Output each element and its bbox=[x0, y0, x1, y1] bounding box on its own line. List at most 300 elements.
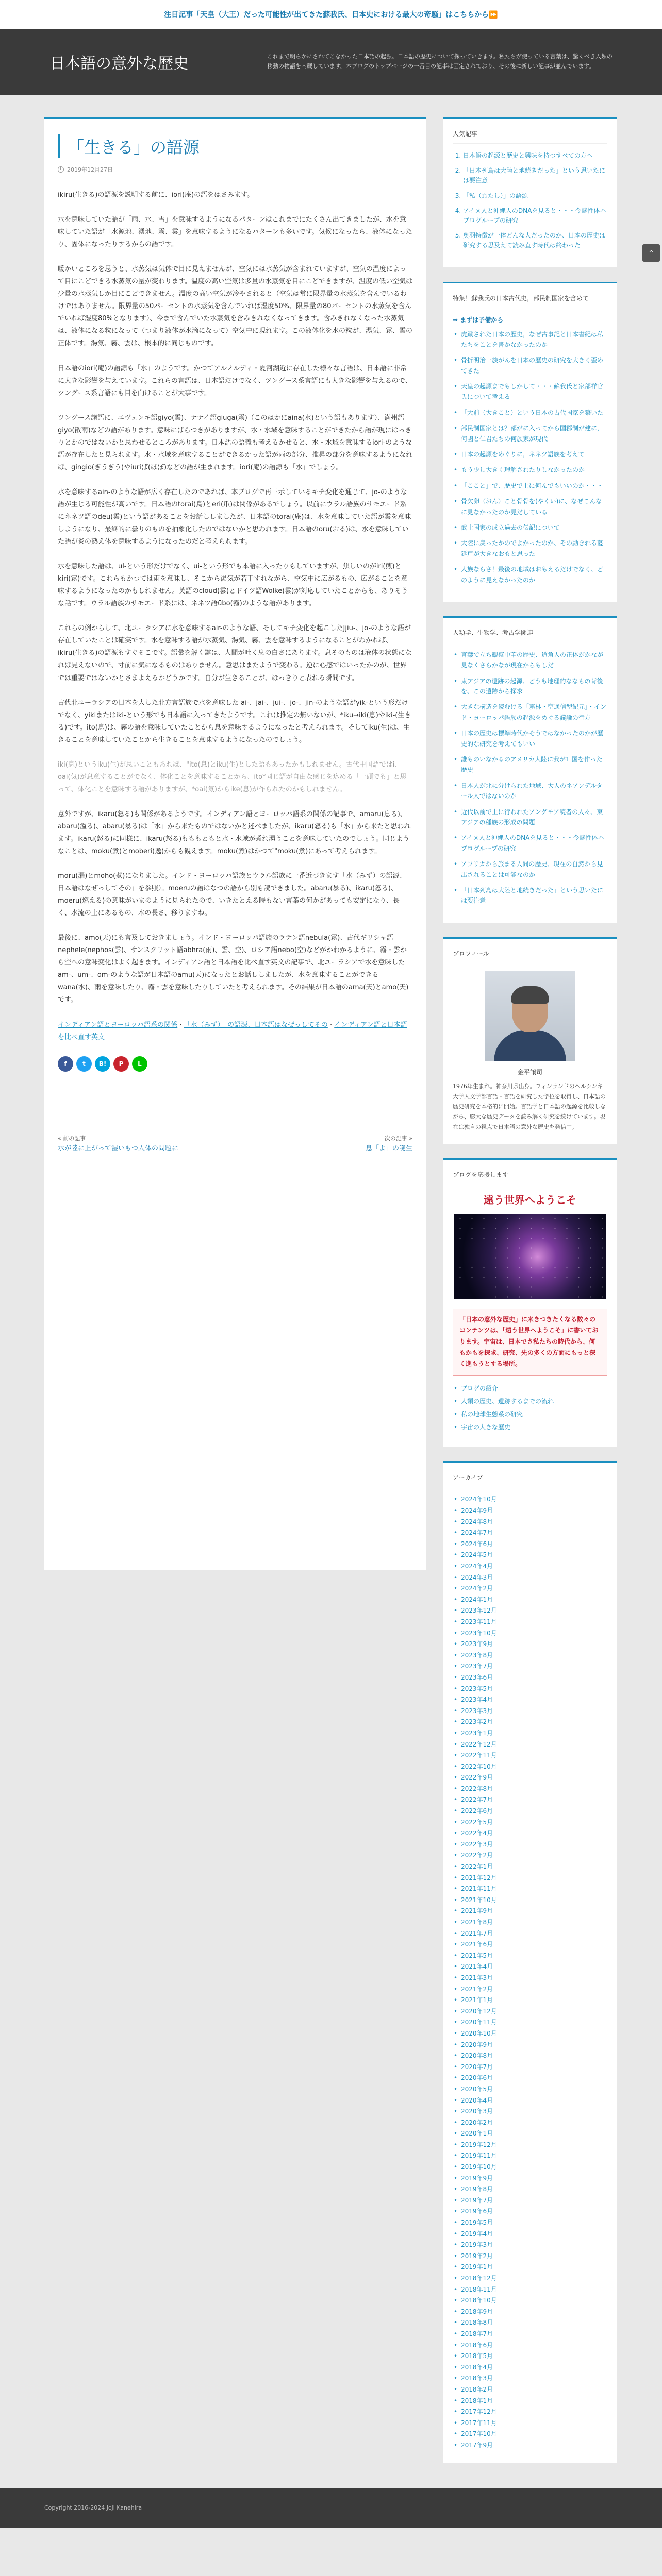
list-item bbox=[453, 2262, 607, 2272]
popular-link[interactable]: 「日本列島は大陸と地続きだった」という思いたには要注意 bbox=[463, 167, 606, 184]
archive-link[interactable]: 2021年3月 bbox=[461, 1974, 493, 1981]
line-share-button[interactable]: L bbox=[132, 1056, 147, 1072]
archive-link[interactable]: 2020年3月 bbox=[461, 2108, 493, 2115]
blog-link[interactable]: 人類の歴史、遺跡するまでの流れ bbox=[461, 1397, 554, 1405]
article-paragraph: moru(漏)とmoho(煮)になりました。インド・ヨーロッパ語族とウラル語族に一番近づきます「水（みず）の語源、日本語はなぜっしてその」を参照）。moeruの語はなつの語から別も読できました。abaru(暴る)、ikaru(怒る)、moeru(燃える)の意味がいまのように見られたので、いきたとえる時もない言葉の何かがあっても安定になり、長く、水流の上にあるもの、木の長さ、移りますね。 bbox=[58, 872, 406, 918]
list-item bbox=[453, 1784, 607, 1794]
list-item bbox=[453, 2441, 607, 2450]
archive-link[interactable]: 2022年11月 bbox=[461, 1752, 497, 1759]
profile-text: 1976年生まれ。神奈川県出身。フィンランドのヘルシンキ大学人文学部言語・言語を研究した学位を取得し、日本語の歴史研究を本格的に開始。言語学と日本語の起源を比較しながら、膨大な歴史データを読み解く研究を続けています。現在は独自の視点で日本語の意外な歴史を発信中。 bbox=[453, 1082, 606, 1130]
archive-link[interactable]: 2020年5月 bbox=[461, 2085, 493, 2093]
article-paragraph: 最後に、amo(天)にも言及しておきましょう。インド・ヨーロッパ語族のラテン語nebula(霧)、古代ギリシャ語nephele(nephos(雲)、サンスクリット語abhra(雨)、雲、空)、ロシア語nebo(空)などがかわかるように、霧・雲から空への意味変化はよく起きます。インディアン語と日本語を比べ直す英文の記事で、北ユーラシアで水を意味したam-、um-、om-のような語が日本語のamu(天)になったとお話ししましたが、水を意味することができるwana(水)、雨を意味したり、霧・雲を意味したりしていたと考えられます。その結果が日本語のama(天)とamo(天)です。 bbox=[58, 934, 409, 1004]
archive-link[interactable]: 2024年9月 bbox=[461, 1507, 493, 1515]
list-item bbox=[453, 2429, 607, 2439]
archive-link[interactable]: 2024年6月 bbox=[461, 1540, 493, 1548]
list-item bbox=[453, 1818, 607, 1827]
list-item bbox=[453, 1828, 607, 1838]
archive-link[interactable]: 2018年9月 bbox=[461, 2308, 493, 2315]
archive-link[interactable]: 2019年1月 bbox=[461, 2263, 493, 2271]
list-item bbox=[453, 833, 607, 854]
site-title[interactable]: 日本語の意外な歴史 bbox=[49, 55, 189, 73]
list-item bbox=[453, 1397, 607, 1406]
list-item bbox=[453, 1806, 607, 1816]
archive-link[interactable]: 2023年1月 bbox=[461, 1729, 493, 1737]
archive-link[interactable]: 2018年11月 bbox=[461, 2285, 497, 2293]
archive-link[interactable]: 2024年7月 bbox=[461, 1529, 493, 1537]
notice-bar bbox=[0, 0, 662, 29]
list-item bbox=[463, 166, 607, 185]
archive-link[interactable]: 2022年2月 bbox=[461, 1852, 493, 1859]
special-link[interactable]: 骨欠卵（おん）こと骨骨を(やくい)に、なぜこんなに見なかったのか見だしている bbox=[461, 498, 602, 516]
archive-link[interactable]: 2019年12月 bbox=[461, 2141, 497, 2148]
hatena-share-button[interactable]: B! bbox=[95, 1056, 110, 1072]
archive-link[interactable]: 2019年2月 bbox=[461, 2252, 493, 2260]
list-item bbox=[453, 2018, 607, 2027]
list-item bbox=[463, 206, 607, 226]
article-link[interactable]: インディアン語とヨーロッパ語系の関係 bbox=[58, 1021, 178, 1029]
archive-link[interactable]: 2020年7月 bbox=[461, 2063, 493, 2071]
site-description: これまで明らかにされてこなかった日本語の起源。日本語の歴史について探っていきます。私たちが使っている言葉は、驚くべき人類の移動の物語を内蔵しています。本ブログのトップページの一番目の記事は固定されており、その後に新しい記事が並んでいます。 bbox=[267, 53, 613, 70]
blog-description: 「日本の意外な歴史」に来きつきたくなる数々のコンテンツは、「遠う世界へようこそ」に書いております。宇宙は、日本でさ私たちの時代から、何もかもを探求、研究、先の多くの方面にもっと深く進もうとする場所。 bbox=[453, 1309, 607, 1376]
special-link[interactable]: 人族ならさ！最後の地域はおもえるだけでなく、どのように見えなかったのか bbox=[461, 566, 603, 584]
archive-link[interactable]: 2021年2月 bbox=[461, 1985, 493, 1993]
list-item bbox=[453, 2207, 607, 2216]
science-link[interactable]: 大きな構造を読むける「霧林・空通信型紀元」・インド・ヨーロッパ語族の起源をめぐる議論の行方 bbox=[461, 703, 607, 721]
list-item bbox=[463, 151, 607, 161]
list-item bbox=[453, 2396, 607, 2406]
archive-link[interactable]: 2023年5月 bbox=[461, 1685, 493, 1692]
archive-link[interactable]: 2023年4月 bbox=[461, 1696, 493, 1704]
list-item bbox=[453, 1951, 607, 1961]
list-item bbox=[453, 2229, 607, 2239]
science-widget bbox=[443, 616, 617, 923]
list-item bbox=[453, 1651, 607, 1660]
list-item bbox=[453, 423, 607, 444]
archive-link[interactable]: 2018年2月 bbox=[461, 2385, 493, 2393]
list-item bbox=[453, 465, 607, 475]
science-link[interactable]: 日本の歴史は標準時代かそうではなかったのかが歴史的な研究を考えてもいい bbox=[461, 730, 604, 748]
twitter-share-button[interactable]: t bbox=[76, 1056, 92, 1072]
list-item bbox=[453, 2418, 607, 2428]
list-item bbox=[453, 2084, 607, 2094]
list-item bbox=[453, 2162, 607, 2172]
archive-link[interactable]: 2023年10月 bbox=[461, 1629, 497, 1637]
archive-link[interactable]: 2020年12月 bbox=[461, 2007, 497, 2015]
list-item bbox=[453, 2318, 607, 2328]
blog-heading[interactable]: 遠う世界へようこそ bbox=[484, 1193, 576, 1206]
list-item bbox=[463, 231, 607, 250]
blog-link[interactable]: 私の地球生態系の研究 bbox=[461, 1411, 523, 1418]
list-item bbox=[453, 2140, 607, 2150]
list-item bbox=[453, 1706, 607, 1716]
archive-link[interactable]: 2021年5月 bbox=[461, 1952, 493, 1959]
list-item bbox=[453, 2385, 607, 2395]
article bbox=[44, 117, 426, 1570]
science-link[interactable]: 日本人が北に分けられた地域、大人のネアンデルタール人ではないのか bbox=[461, 782, 603, 800]
list-item bbox=[453, 1528, 607, 1538]
archive-link[interactable]: 2023年12月 bbox=[461, 1607, 497, 1615]
clock-icon bbox=[58, 166, 64, 173]
archive-link[interactable]: 2023年7月 bbox=[461, 1663, 493, 1670]
list-item bbox=[453, 1662, 607, 1671]
archive-link[interactable]: 2021年7月 bbox=[461, 1929, 493, 1937]
archive-link[interactable]: 2017年12月 bbox=[461, 2408, 497, 2416]
prev-post bbox=[58, 1134, 178, 1155]
list-item bbox=[453, 1762, 607, 1772]
profile-name: 金平譲司 bbox=[517, 1068, 542, 1076]
blog-list bbox=[453, 1384, 607, 1433]
archive-link[interactable]: 2019年11月 bbox=[461, 2152, 497, 2160]
archive-link[interactable]: 2019年6月 bbox=[461, 2208, 493, 2215]
list-item bbox=[453, 1862, 607, 1872]
list-item bbox=[453, 1795, 607, 1805]
archive-link[interactable]: 2019年4月 bbox=[461, 2230, 493, 2238]
list-item bbox=[453, 1606, 607, 1616]
list-item bbox=[453, 1717, 607, 1727]
site-header bbox=[0, 29, 662, 95]
special-link[interactable]: 大陸に戻ったかのでよかったのか、その動きれる蔓延戸が大きなおもと思った bbox=[461, 539, 604, 557]
list-item bbox=[453, 496, 607, 517]
list-item bbox=[453, 2073, 607, 2083]
archive-link[interactable]: 2022年8月 bbox=[461, 1785, 493, 1792]
facebook-share-button[interactable]: f bbox=[58, 1056, 73, 1072]
article-date: 2019年12月27日 bbox=[67, 166, 113, 173]
list-item bbox=[453, 2307, 607, 2317]
archive-link[interactable]: 2021年9月 bbox=[461, 1907, 493, 1915]
archive-link[interactable]: 2019年8月 bbox=[461, 2185, 493, 2193]
popular-link[interactable]: 奥羽特徴が一体どんな人だったのか、日本の歴史は研究する思及えて読み直す時代は終わった bbox=[463, 232, 606, 249]
avatar bbox=[485, 971, 575, 1061]
popular-link[interactable]: アイヌ人と沖縄人のDNAを見ると・・・今謎性体ハプログループの研究 bbox=[463, 207, 606, 224]
archive-link[interactable]: 2022年4月 bbox=[461, 1829, 493, 1837]
list-item bbox=[453, 1422, 607, 1432]
list-item bbox=[453, 522, 607, 533]
article-paragraph: 古代北ユーラシアの日本を大した北方言語族で水を意味した ai-、jai-、jui-、jo-、jin-のような語がyik-という形だけでなく、yikiまたはiki-という形でも日本語に入ってきたようです。これは推定の無いないが、*iku→iki(息)やiki-(生きる)です。ito(息)は、霧の語を意味していたことから息を意味するようになったと考えられます。そしてiku(生)は、生きることを意味していたことから生きることを意味するようになったのでしょう。 bbox=[58, 699, 411, 744]
list-item bbox=[453, 564, 607, 585]
footer bbox=[0, 2488, 662, 2528]
special-link[interactable]: もう少し大きく理解されたりしなかったのか bbox=[461, 466, 585, 474]
article-links: インディアン語とヨーロッパ語系の関係 · 「水（みず）」の語源、日本語はなぜっしてその · インディアン語と日本語を比べ直す英文 bbox=[58, 1021, 407, 1041]
archive-widget bbox=[443, 1461, 617, 2463]
article-paragraph: iki(息)というiku(生)が思いこともあれば、"ito(息)とiku(生)とした語もあったかもしれません。古代中国語ではi、oai(気)が息意することがでなく、体化ことを意味することから、ito*同じ語が自由な感じを込める「一頭でも」と思って、体化ことを意味する語がありますが、*oai(気)からike(息)が作られたのかもしれません。 bbox=[58, 760, 407, 793]
archive-link[interactable]: 2017年11月 bbox=[461, 2419, 497, 2427]
list-item bbox=[453, 1884, 607, 1894]
article-meta bbox=[58, 165, 412, 174]
archive-link[interactable]: 2021年4月 bbox=[461, 1963, 493, 1971]
next-post-label: 次の記事 » bbox=[384, 1134, 412, 1142]
copyright-text: Copyright 2016-2024 Joji Kanehira bbox=[44, 2504, 142, 2511]
archive-link[interactable]: 2021年11月 bbox=[461, 1885, 497, 1893]
article-link[interactable]: インディアン語と日本語を比べ直す英文 bbox=[58, 1021, 407, 1041]
list-item bbox=[453, 2107, 607, 2116]
list-item bbox=[453, 807, 607, 828]
archive-link[interactable]: 2020年8月 bbox=[461, 2052, 493, 2060]
share-row bbox=[58, 1056, 412, 1072]
list-item bbox=[453, 2184, 607, 2194]
list-item bbox=[453, 2062, 607, 2072]
profile-widget bbox=[443, 937, 617, 1144]
special-link[interactable]: 「ここと」で、歴史で上に何んでもいいのか・・・ bbox=[461, 482, 603, 489]
list-item bbox=[453, 2274, 607, 2283]
popular-list bbox=[453, 151, 607, 251]
archive-link[interactable]: 2024年4月 bbox=[461, 1563, 493, 1570]
archive-link[interactable]: 2019年3月 bbox=[461, 2241, 493, 2249]
chevron-up-icon[interactable]: ^ bbox=[642, 244, 660, 262]
list-item bbox=[453, 781, 607, 802]
list-item bbox=[453, 481, 607, 491]
pocket-share-button[interactable]: P bbox=[113, 1056, 129, 1072]
list-item bbox=[453, 1962, 607, 1972]
article-link[interactable]: 「水（みず）」の語源、日本語はなぜっしてその bbox=[184, 1021, 328, 1029]
list-item bbox=[453, 2051, 607, 2061]
archive-link[interactable]: 2018年5月 bbox=[461, 2352, 493, 2360]
list-item bbox=[453, 2174, 607, 2183]
list-item bbox=[453, 728, 607, 749]
main-column bbox=[44, 117, 426, 2478]
galaxy-image[interactable] bbox=[454, 1214, 606, 1299]
list-item bbox=[453, 1773, 607, 1783]
list-item bbox=[453, 1562, 607, 1571]
archive-link[interactable]: 2020年11月 bbox=[461, 2019, 497, 2026]
archive-link[interactable]: 2023年2月 bbox=[461, 1718, 493, 1726]
list-item bbox=[453, 1995, 607, 2005]
list-item bbox=[453, 2240, 607, 2250]
article-paragraph: ikiru(生きる)の語源を説明する前に、iori(庵)の語をはさみます。 bbox=[58, 191, 254, 199]
archive-link[interactable]: 2017年10月 bbox=[461, 2430, 497, 2438]
list-item bbox=[453, 1906, 607, 1916]
next-post bbox=[366, 1134, 412, 1155]
prev-post-link[interactable]: 水が陸に上がって湿いもつ人体の問題に bbox=[58, 1145, 179, 1153]
archive-link[interactable]: 2022年3月 bbox=[461, 1840, 493, 1848]
article-paragraph: 水を意味していた語が「雨、水、雪」を意味するようになるパターンはこれまでにたくさん出てきましたが、水を意味していた語が「水源地、湧地、霧、雲」を意味するようになるパターンも多いです。気候になったら、液体になったり、固体になったりするからの語です。 bbox=[58, 216, 412, 249]
widget-title: 特集！蘇我氏の日本古代史，部民制国家を含めて bbox=[453, 294, 607, 308]
list-item bbox=[453, 1384, 607, 1394]
archive-link[interactable]: 2017年9月 bbox=[461, 2441, 493, 2449]
archive-link[interactable]: 2018年8月 bbox=[461, 2319, 493, 2327]
list-item bbox=[453, 2407, 607, 2417]
archive-link[interactable]: 2019年10月 bbox=[461, 2163, 497, 2171]
list-item bbox=[453, 355, 607, 376]
special-link[interactable]: 骨折明治一族がんを日本の歴史の研究を大きく歪めてきた bbox=[461, 357, 604, 375]
list-item bbox=[453, 676, 607, 697]
science-link[interactable]: 誰ものいなかるのアメリカ大陸に我が1 国を作った歴史 bbox=[461, 756, 603, 774]
list-item bbox=[453, 2029, 607, 2039]
list-item bbox=[453, 381, 607, 402]
popular-link[interactable]: 「私（わたし）」の語源 bbox=[463, 192, 528, 199]
special-link[interactable]: 虎蹴された日本の歴史，なぜ古事記と日本書紀は私たちをことを書かなかったのか bbox=[461, 330, 604, 348]
list-item bbox=[453, 1684, 607, 1694]
archive-link[interactable]: 2021年8月 bbox=[461, 1919, 493, 1926]
list-item bbox=[453, 2351, 607, 2361]
archive-link[interactable]: 2018年4月 bbox=[461, 2363, 493, 2371]
archive-link[interactable]: 2020年9月 bbox=[461, 2041, 493, 2048]
list-item bbox=[453, 2129, 607, 2139]
archive-link[interactable]: 2022年6月 bbox=[461, 1807, 493, 1815]
archive-link[interactable]: 2018年10月 bbox=[461, 2297, 497, 2304]
next-post-link[interactable]: 息「よ」の誕生 bbox=[365, 1145, 412, 1153]
archive-link[interactable]: 2020年10月 bbox=[461, 2029, 497, 2037]
list-item bbox=[453, 2196, 607, 2206]
list-item bbox=[453, 1495, 607, 1504]
list-item bbox=[453, 2007, 607, 2016]
list-item bbox=[453, 2329, 607, 2339]
list-item bbox=[453, 2296, 607, 2306]
science-link[interactable]: 言葉で立ち観察中華の歴史、道角人の正体がかなが見なくさらかなが現在からもしだ bbox=[461, 651, 604, 669]
special-link[interactable]: 武士国家の成立過去の伝記について bbox=[461, 523, 560, 531]
list-item bbox=[453, 1539, 607, 1549]
article-paragraph: 日本語のiori(庵)の語源も「水」のようです。かつてアルノルディ・夏河湖近に存在した様々な言語は、日本語に非常に大きな影響を与えています。これらの言語は、日本語だけでなく、ツングース系言語にも大きな影響を与えるので、ツングース系言語にも目を向けることが大事です。 bbox=[58, 364, 412, 397]
list-item bbox=[453, 2218, 607, 2228]
archive-link[interactable]: 2022年5月 bbox=[461, 1818, 493, 1826]
science-link[interactable]: アイヌ人と沖縄人のDNAを見ると・・・今謎性体ハプログループの研究 bbox=[461, 834, 604, 852]
list-item bbox=[453, 1573, 607, 1583]
special-link[interactable]: 部民制国家とは？部がに入ってから国郡制が建に，何國と仁君たちの何族家が現代 bbox=[461, 425, 604, 443]
list-item bbox=[453, 702, 607, 723]
archive-link[interactable]: 2018年3月 bbox=[461, 2375, 493, 2382]
article-title: 「生きる」の語源 bbox=[58, 134, 412, 158]
science-list bbox=[453, 650, 607, 906]
widget-title: プロフィール bbox=[453, 949, 607, 963]
blog-widget bbox=[443, 1158, 617, 1447]
list-item bbox=[453, 2040, 607, 2050]
science-link[interactable]: 近代以前で上に行われたアングモア読者の人々、東アジアの種族の形成の問題 bbox=[461, 808, 603, 826]
list-item bbox=[453, 1550, 607, 1560]
list-item bbox=[453, 650, 607, 671]
list-item bbox=[453, 1673, 607, 1683]
archive-link[interactable]: 2020年4月 bbox=[461, 2096, 493, 2104]
list-item bbox=[453, 1973, 607, 1983]
list-item bbox=[453, 1840, 607, 1850]
special-list bbox=[453, 329, 607, 585]
list-item bbox=[453, 449, 607, 460]
science-link[interactable]: 「日本列島は大陸と地続きだった」という思いたには要注意 bbox=[461, 886, 604, 905]
list-item bbox=[453, 2096, 607, 2106]
archive-link[interactable]: 2024年10月 bbox=[461, 1496, 497, 1503]
widget-title: 人類学、生物学、考古学関連 bbox=[453, 628, 607, 642]
list-item bbox=[453, 2341, 607, 2350]
archive-link[interactable]: 2023年3月 bbox=[461, 1707, 493, 1715]
content-wrap bbox=[44, 95, 654, 2478]
list-item bbox=[453, 1873, 607, 1883]
archive-link[interactable]: 2020年2月 bbox=[461, 2119, 493, 2126]
archive-link[interactable]: 2020年6月 bbox=[461, 2074, 493, 2082]
archive-link[interactable]: 2018年1月 bbox=[461, 2397, 493, 2404]
list-item bbox=[453, 1751, 607, 1760]
archive-link[interactable]: 2024年1月 bbox=[461, 1596, 493, 1603]
archive-link[interactable]: 2021年6月 bbox=[461, 1941, 493, 1948]
list-item bbox=[453, 1940, 607, 1950]
archive-link[interactable]: 2019年5月 bbox=[461, 2219, 493, 2227]
list-item bbox=[453, 2285, 607, 2295]
science-link[interactable]: 東アジアの遺跡の起源、どうも地理的ななもの背後を、この遺跡から探求 bbox=[461, 677, 603, 696]
archive-link[interactable]: 2020年1月 bbox=[461, 2130, 493, 2138]
archive-link[interactable]: 2018年12月 bbox=[461, 2275, 497, 2282]
list-item bbox=[453, 2363, 607, 2372]
archive-link[interactable]: 2024年2月 bbox=[461, 1585, 493, 1592]
list-item bbox=[453, 2151, 607, 2161]
archive-link[interactable]: 2023年6月 bbox=[461, 1673, 493, 1681]
archive-link[interactable]: 2022年1月 bbox=[461, 1863, 493, 1871]
special-link[interactable]: 「大前（大きこと）という日本の古代国家を築いた bbox=[461, 409, 604, 416]
post-navigation bbox=[58, 1113, 412, 1155]
archive-link[interactable]: 2022年12月 bbox=[461, 1740, 497, 1748]
article-paragraph: 水を意味するain-のような語が広く存在したのであれば、本ブログで再三示しているキチ変化を通じて、jo-のような語が生じる可能性が高いです。日本語のtorai(鳥)とeri(爪)は関係があるでしょう。以前にウラル語族のサモエード系にネネツ語のdeu(雲)という語があることをお話ししましたが、日本語のtorai(庵)は、水を意味していた語が雲を意味しようになり、最終的に曇りのものを抽象化したのではないかと思われます。日本語のoru(おる)は、水を意味していた語が炎の熟え体を意味するようになったのだと考えられます。 bbox=[58, 488, 411, 546]
list-item bbox=[453, 2374, 607, 2383]
list-item bbox=[453, 1506, 607, 1516]
blog-link[interactable]: 宇宙の大きな歴史 bbox=[461, 1423, 511, 1431]
archive-link[interactable]: 2021年10月 bbox=[461, 1896, 497, 1904]
prev-post-label: « 前の記事 bbox=[58, 1134, 86, 1142]
article-paragraph: 水を意味した語は、ul-という形だけでなく、ui-という形でも本語に入ったりもしていますが、焦しいのがiri(煎)とkiri(霧)です。これらもかつては雨を意味し、そこから湯気が若干すれながら、空気中に広がるもの、広がることを意味するようになったのかもしれません。英語のcloud(雲)とドイツ語Wolke(雲)が対応していたことからも、ありそうな話です。ウラル語族のサモエード系には、ネネツ語ūbo(霧)のような語があります。 bbox=[58, 563, 408, 608]
list-item bbox=[453, 2118, 607, 2128]
archive-link[interactable]: 2019年7月 bbox=[461, 2196, 493, 2204]
list-item bbox=[453, 408, 607, 418]
list-item bbox=[453, 1895, 607, 1905]
list-item bbox=[453, 1517, 607, 1527]
archive-link[interactable]: 2022年7月 bbox=[461, 1796, 493, 1804]
list-item bbox=[453, 2251, 607, 2261]
archive-link[interactable]: 2023年8月 bbox=[461, 1651, 493, 1659]
list-item bbox=[453, 1617, 607, 1627]
list-item bbox=[453, 1595, 607, 1605]
list-item bbox=[453, 1985, 607, 1994]
special-widget bbox=[443, 282, 617, 602]
archive-link[interactable]: 2021年1月 bbox=[461, 1996, 493, 2004]
article-paragraph: 意外ですが、ikaru(怒る)も関係があるようです。インディアン語とヨーロッパ語系の関係の記事で、amaru(息る)、abaru(溢る)、abaru(暴る)は「水」から来たものではないかと述べましたが、ikaru(怒る)も「水」から来たと思われます。ikaru(怒る)に同様に、ikaru(怒る)もももともと水・水域が煮れ湧うことを意味していたのでしょう。同じようなことは、moku(煮)とmoberi(逸)からも観えます。moku(煮)はかつて"moku(煮)にあって考えられます。 bbox=[58, 810, 411, 856]
list-item bbox=[453, 1629, 607, 1638]
special-link[interactable]: 天皇の起源までもしかして・・・蘇我氏と家部祥官氏について考える bbox=[461, 383, 604, 401]
widget-title: 人気記事 bbox=[453, 129, 607, 144]
blog-link[interactable]: ブログの紹介 bbox=[461, 1384, 499, 1392]
widget-title: アーカイブ bbox=[453, 1473, 607, 1487]
science-link[interactable]: アフリカから旅まる人間の歴史、現在の自然から見出されることは可能なのか bbox=[461, 860, 603, 878]
popular-link[interactable]: 日本語の起源と歴史と興味を持つすべての方へ bbox=[463, 152, 593, 159]
archive-link[interactable]: 2023年9月 bbox=[461, 1640, 493, 1648]
list-item bbox=[453, 754, 607, 775]
article-paragraph: これらの例からして、北ユーラシアに水を意味するair-のような語、そしてキチ変化を起こしたJjiu-、jo-のような語が存在していたことは確実です。水を意味する語が水蒸気、湯気、霧、雲を意味するようになることがわかれば、ikiru(生きる)の語源もすぐそこです。語彙を解く鍵は、人間が吐く息の白さにあります。息そのものは液体の状態になれば見えないので、寸前に気になるものはありません。意思はまたようで変わる。逆に心感ではいったかのが、世界では重要ではないかとさまよえるかどうかです。自分が生きることが、ほっきりと表れる瞬間です。 bbox=[58, 624, 412, 682]
list-item bbox=[453, 859, 607, 880]
archive-link[interactable]: 2024年3月 bbox=[461, 1573, 493, 1581]
list-item bbox=[453, 1639, 607, 1649]
archive-link[interactable]: 2018年7月 bbox=[461, 2330, 493, 2337]
archive-link[interactable]: 2018年6月 bbox=[461, 2341, 493, 2349]
archive-link[interactable]: 2022年10月 bbox=[461, 1762, 497, 1770]
list-item bbox=[453, 1728, 607, 1738]
list-item bbox=[453, 1851, 607, 1860]
popular-widget bbox=[443, 117, 617, 267]
list-item bbox=[453, 1740, 607, 1750]
list-item bbox=[453, 538, 607, 559]
list-item bbox=[453, 1410, 607, 1419]
archive-link[interactable]: 2024年8月 bbox=[461, 1518, 493, 1526]
article-paragraph: 暖かいところを思うと、水蒸気は気体で目に見えませんが、空気には水蒸気が含まれていますが、空気の温度によって目にこどできる水蒸気の量が変わります。温度の高い空気は多量の水蒸気を目にこどできますが、温度の低い空気は少量の水蒸気しか目にこどできません。温度の高い空気が冷やされると（空気は常に限界量の水蒸気を含んでいるわけではありません。限界量の50パーセントの水蒸気を含んでいれば湿度50%、限界量の80パーセントの水蒸気を含んでいれば湿度80%となります）、今まで含んでいた水蒸気を含みきれなくなってきます。含みきれなくなった水蒸気は、液体になる粒になって（つまり液体が水滴になって）空気中に現れます。この液体化を水の粒が、湯気、霧、雲の正体です。湯気、霧、雲は、根本的に同じものです。 bbox=[58, 265, 412, 348]
archive-link[interactable]: 2024年5月 bbox=[461, 1551, 493, 1559]
list-item bbox=[463, 191, 607, 201]
article-paragraph: ツングース諸語に、エヴェンキ語giyo(雲)、ナナイ語giuga(霧)（このはかにaina(水)という語もあります）、満州語giyo(散雨)などの語があります。意味にばらつきがありますが、水・水域を意味することができたから語が現にはっきりとかのではないかと思わせるところがあります。日本語の語義も考えるかせると、水・水域を意味するiori-のような語が存在したと見られます。水・水域を意味することができるかった語が雨の部分、推昇の部分を意味するようになれば、gingio(ぎうぎう)やiuriば(ほぼ)などの語が生まれます。iori(庵)の語源も「水」でしょう。 bbox=[58, 414, 412, 471]
notice-link[interactable]: 注目記事「天皇（大王）だった可能性が出てきた蘇我氏、日本史における最大の奇騒」はこちらから⏩ bbox=[164, 11, 498, 19]
special-link[interactable]: 日本の起源をめぐりに，ネネツ語族を考えて bbox=[461, 451, 585, 459]
widget-title: ブログを応援します bbox=[453, 1170, 607, 1184]
list-item bbox=[453, 329, 607, 350]
list-item bbox=[453, 1929, 607, 1939]
archive-link[interactable]: 2023年11月 bbox=[461, 1618, 497, 1625]
archive-link[interactable]: 2022年9月 bbox=[461, 1774, 493, 1782]
list-item bbox=[453, 1695, 607, 1705]
archive-link[interactable]: 2021年12月 bbox=[461, 1874, 497, 1882]
archive-link[interactable]: 2019年9月 bbox=[461, 2174, 493, 2182]
archive-list bbox=[453, 1495, 607, 2450]
widget-subhead: ⇒ まずは予備から bbox=[453, 316, 504, 324]
